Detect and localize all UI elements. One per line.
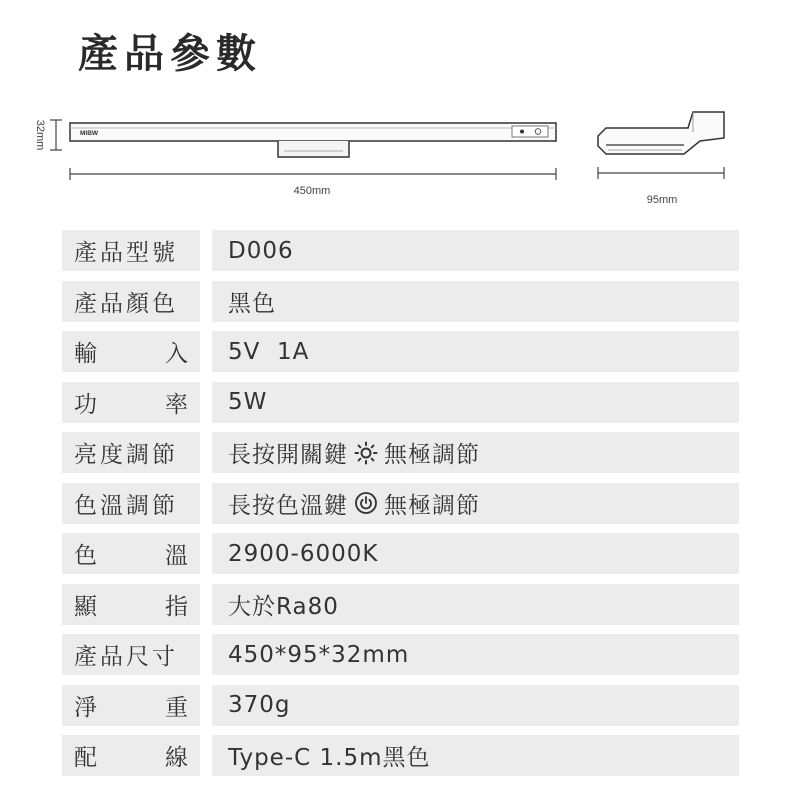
- sun-icon: [354, 441, 378, 465]
- spec-row-power: [62, 382, 739, 423]
- spec-label: [62, 230, 200, 271]
- spec-value: 370g: [212, 685, 739, 726]
- light-bar-side-view: [598, 112, 724, 154]
- spec-label: [62, 584, 200, 625]
- brand-mark: MIBW: [80, 130, 99, 137]
- spec-value: 黑色: [212, 281, 739, 322]
- spec-value: Type-C 1.5m黑色: [212, 735, 739, 776]
- spec-label-text: 產品尺寸: [74, 644, 178, 670]
- spec-label-left: 淨: [74, 694, 97, 721]
- depth-label: 95mm: [646, 194, 678, 206]
- power-icon: [354, 491, 378, 515]
- height-label: 32mm: [34, 119, 46, 151]
- spec-label: [62, 382, 200, 423]
- page-title: 產品參數: [78, 31, 262, 77]
- spec-label-left: 輸: [74, 341, 97, 367]
- light-bar-front-view: [70, 123, 556, 157]
- spec-value-after: 無極調節: [384, 492, 480, 519]
- spec-value: D006: [212, 230, 739, 271]
- spec-label-right: 指: [165, 593, 188, 620]
- spec-row-input: [62, 331, 739, 372]
- spec-label: [62, 432, 200, 473]
- spec-label-left: 色: [74, 543, 97, 569]
- spec-row-weight: [62, 685, 739, 726]
- spec-label-left: 配: [74, 745, 97, 771]
- spec-row-brightness: [62, 432, 739, 473]
- spec-row-color: [62, 281, 739, 322]
- spec-row-size: [62, 634, 739, 675]
- spec-label: [62, 634, 200, 675]
- spec-value-before: 長按開關鍵: [228, 442, 348, 468]
- dot-icon: [520, 130, 524, 134]
- spec-value: [212, 432, 739, 473]
- spec-label-right: 入: [165, 341, 188, 367]
- spec-label: [62, 483, 200, 524]
- spec-value: [212, 483, 739, 524]
- spec-row-color-temp-adjust: [62, 483, 739, 524]
- spec-label-text: 亮度調節: [74, 442, 178, 468]
- spec-label: [62, 281, 200, 322]
- spec-label-left: 顯: [74, 593, 97, 620]
- spec-label: [62, 533, 200, 574]
- length-dimension: [70, 168, 556, 197]
- spec-label-right: 率: [165, 391, 188, 418]
- spec-value-before: 長按色溫鍵: [228, 492, 348, 519]
- spec-row-cri: [62, 584, 739, 625]
- spec-label-text: 產品顏色: [74, 290, 178, 317]
- spec-value: 5W: [212, 382, 739, 423]
- spec-label: [62, 685, 200, 726]
- length-label: 450mm: [293, 185, 331, 197]
- spec-label: [62, 735, 200, 776]
- spec-table: [62, 230, 739, 786]
- spec-value: 2900-6000K: [212, 533, 739, 574]
- spec-label-text: 色溫調節: [74, 492, 178, 519]
- spec-value: 大於Ra80: [212, 584, 739, 625]
- spec-label: [62, 331, 200, 372]
- product-dimension-diagram: [0, 0, 800, 230]
- spec-label-left: 功: [74, 391, 97, 418]
- spec-row-model: [62, 230, 739, 271]
- spec-row-color-temp: [62, 533, 739, 574]
- spec-label-right: 線: [165, 745, 188, 771]
- height-dimension: [34, 120, 62, 151]
- spec-label-right: 溫: [165, 543, 188, 569]
- spec-value: 5V 1A: [212, 331, 739, 372]
- spec-label-right: 重: [165, 694, 188, 721]
- spec-label-text: 產品型號: [74, 240, 178, 266]
- spec-row-cable: [62, 735, 739, 776]
- spec-value: 450*95*32mm: [212, 634, 739, 675]
- depth-dimension: [598, 167, 724, 206]
- spec-value-after: 無極調節: [384, 442, 480, 468]
